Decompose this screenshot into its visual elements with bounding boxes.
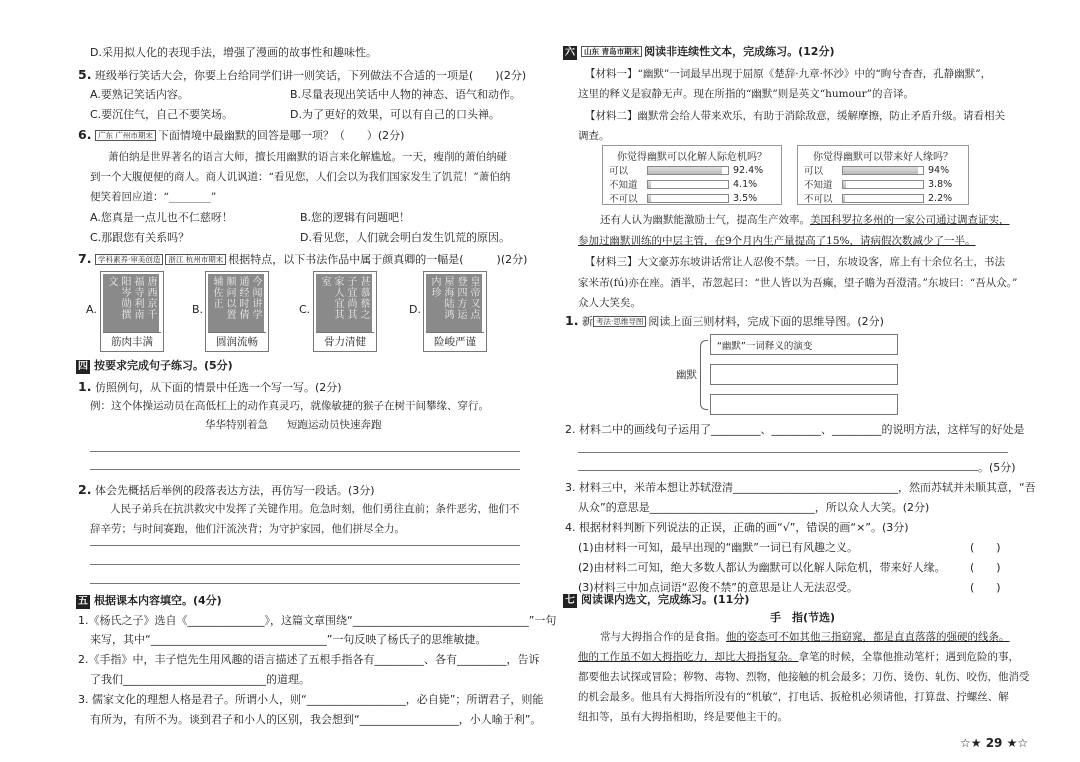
survey-bar xyxy=(842,180,924,189)
answer-paren[interactable]: ( ) xyxy=(970,541,1001,554)
passage-line-3: 都要他去试探或冒险；秽物、毒物、烈物，他接触的机会最多；刀伤、烫伤、轧伤、咬伤，他消受 xyxy=(578,671,1030,683)
s6-q4-item-3: (3)材料三中加点词语“忍俊不禁”的意思是让人无法忍受。 xyxy=(578,581,858,594)
calligraphy-image-c: 甚慕蔡之子宜尚其家人宜其室 xyxy=(316,274,372,332)
material-1-line-1: 【材料一】“幽默”一词最早出现于屈原《楚辞·九章·怀沙》中的“眴兮杳杳，孔静幽默”， xyxy=(585,68,992,80)
q6-b: B.您的逻辑有问题吧！ xyxy=(300,211,411,224)
calligraphy-b xyxy=(205,271,269,352)
section-4-title xyxy=(76,358,233,374)
survey-bar-fill xyxy=(648,167,722,174)
s5-q1-line-1: 1.《杨氏之子》选自《______________》，这篇文章围绕“________________________________”一句 xyxy=(78,614,557,627)
answer-paren[interactable]: ( ) xyxy=(970,581,1001,594)
passage-line-4: 的机会最多。他具有大拇指所没有的“机敏”，打电话、扳枪机必须请他，打算盘、拧螺丝、解 xyxy=(578,691,1009,703)
answer-line[interactable] xyxy=(90,545,520,546)
page-number: ☆★ 29 ★☆ xyxy=(960,736,1029,750)
survey-bar xyxy=(842,194,924,203)
q6-passage-1: 萧伯纳是世界著名的语言大师，擅长用幽默的语言来化解尴尬。一天，瘦削的萧伯纳碰 xyxy=(108,151,507,163)
material-2-paragraph-1 xyxy=(600,212,1010,228)
mindmap-box-2[interactable] xyxy=(710,364,898,385)
underlined-sentence: 他的姿态可不如其他三指窈窕，都是直直落落的强硬的线条。 xyxy=(726,631,1010,643)
survey-label: 不知道 xyxy=(609,180,638,191)
q7-letter-a: A. xyxy=(86,303,97,316)
s6-q3-line-1: 3. 材料三中，米芾本想让苏轼澄清______________________________，然而苏轼并未顺其意，“吾 xyxy=(565,481,1036,494)
q7-letter-d: D. xyxy=(409,303,421,316)
material-2-text: 还有人认为幽默能激励士气，提高生产效率。 xyxy=(600,214,810,226)
survey-value: 92.4% xyxy=(733,164,764,176)
answer-line[interactable] xyxy=(90,564,520,565)
survey-row xyxy=(804,191,962,205)
q7-letter-b: B. xyxy=(192,303,204,316)
s4-q1-choice-2: 短跑运动员快速奔跑 xyxy=(287,419,382,431)
calligraphy-caption-a: 筋肉丰满 xyxy=(103,332,161,349)
s4-q2 xyxy=(78,482,375,499)
survey-1-title: 你觉得幽默可以化解人际危机吗？ xyxy=(617,152,767,163)
survey-row xyxy=(609,177,775,191)
s4-q1-choice-1: 华华特别着急 xyxy=(205,419,268,431)
q6 xyxy=(78,127,404,144)
section-5-title xyxy=(76,593,222,609)
survey-bar xyxy=(647,194,729,203)
answer-line[interactable] xyxy=(578,452,1008,453)
survey-row xyxy=(609,191,775,205)
s4-q2-num: 2. xyxy=(78,482,92,497)
q6-a: A.您真是一点儿也不仁慈呀！ xyxy=(90,211,233,224)
s5-q3-line-1: 3. 儒家文化的理想人格是君子。所谓小人，则“__________________，必自毙”；所谓君子，则能 xyxy=(78,693,544,706)
q5 xyxy=(78,67,526,84)
mindmap-box-1: “幽默”一词释义的演变 xyxy=(710,334,898,355)
section-4-title-text: 按要求完成句子练习。(5分) xyxy=(94,359,233,372)
s6-q1-text: 阅读上面三则材料，完成下面的思维导图。(2分) xyxy=(648,315,884,328)
section-7-title xyxy=(563,592,749,608)
mindmap-brace xyxy=(700,340,708,410)
q5-c: C.要沉住气，自己不要笑场。 xyxy=(90,108,234,121)
survey-label: 可以 xyxy=(609,166,629,177)
answer-line[interactable] xyxy=(578,470,978,471)
s6-q4-item-1: (1)由材料一可知，最早出现的“幽默”一词已有风趣之义。 xyxy=(578,541,858,554)
underlined-sentence-2: 参加过幽默训练的中层主管，在9个月内生产量提高了15%，请病假次数减少了一半。 xyxy=(578,235,976,247)
survey-2-title: 你觉得幽默可以带来好人缘吗？ xyxy=(813,152,953,163)
s4-q2-passage-2: 辞辛劳；与时间赛跑，他们汗流浃背；为守护家园，他们拼尽全力。 xyxy=(90,523,405,535)
s5-q1-line-2: 来写，其中“________________________________”一句反映了杨氏子的思维敏捷。 xyxy=(90,633,487,646)
answer-line[interactable] xyxy=(90,583,520,584)
calligraphy-c xyxy=(313,271,377,352)
s4-q2-passage-1: 人民子弟兵在抗洪救灾中发挥了关键作用。危急时刻，他们勇往直前；条件恶劣，他们不 xyxy=(110,503,520,515)
material-1-line-2: 这里的释义是寂静无声。现在所指的“幽默”则是英文“humour”的音译。 xyxy=(578,88,915,100)
q7-text: 根据特点，以下书法作品中属于颜真卿的一幅是( )(2分) xyxy=(228,253,528,266)
q5-d: D.为了更好的效果，可以有自己的口头禅。 xyxy=(290,108,500,121)
s5-q2-line-1: 2.《手指》中，丰子恺先生用风趣的语言描述了五根手指各有_________、各有_________，告诉 xyxy=(78,653,540,666)
section-6-tag: 山东 青岛市期末 xyxy=(581,46,642,57)
s4-q1-text: 仿照例句，从下面的情景中任选一个写一写。(2分) xyxy=(94,381,342,394)
survey-bar-fill xyxy=(648,181,651,188)
q7-tag-1: 学科素养·审美创造 xyxy=(95,254,163,265)
survey-value: 3.5% xyxy=(733,192,758,204)
q5-a: A.要熟记笑话内容。 xyxy=(90,88,189,101)
mindmap-center: 幽默 xyxy=(676,369,697,381)
s6-q1-num: 1. xyxy=(565,313,579,328)
answer-paren[interactable]: ( ) xyxy=(970,561,1001,574)
q6-tag: 广东 广州市期末 xyxy=(95,130,156,141)
s6-q1-new: 新 xyxy=(581,315,593,328)
answer-line[interactable] xyxy=(90,469,520,470)
survey-bar xyxy=(842,166,924,175)
calligraphy-a xyxy=(100,271,164,352)
s5-q2-line-2: 了我们__________________________的道理。 xyxy=(90,673,310,686)
section-5-mark: 五 xyxy=(78,596,88,607)
calligraphy-d xyxy=(423,271,487,352)
s4-q1 xyxy=(78,379,342,396)
section-7-title-text: 阅读课内选文，完成练习。(11分) xyxy=(581,593,750,606)
s6-q2-score: 。(5分) xyxy=(978,461,1016,474)
s6-q3-line-2: 从众”的意思是______________________________，所以众人大笑。(2分) xyxy=(578,501,930,514)
s4-q1-example: 例：这个体操运动员在高低杠上的动作真灵巧，就像敏捷的猴子在树干间攀缘、穿行。 xyxy=(90,400,489,412)
q5-text: 班级举行笑话大会，你要上台给同学们讲一则笑话，下列做法不合适的一项是( )(2分) xyxy=(94,69,527,82)
passage-heading: 手 指(节选) xyxy=(770,611,836,624)
passage-line-5: 纽扣等，虽有大拇指相助，终是要他主干的。 xyxy=(578,711,788,723)
passage-text: 常与大拇指合作的是食指。 xyxy=(600,631,726,643)
q6-d: D.看见您，人们就会明白发生饥荒的原因。 xyxy=(300,231,510,244)
survey-label: 不可以 xyxy=(804,194,833,205)
calligraphy-image-b: 今闻讲学通经时倩顺问以置辅佐正 xyxy=(208,274,264,332)
q6-c: C.那跟您有关系吗？ xyxy=(90,231,190,244)
survey-label: 不知道 xyxy=(804,180,833,191)
q7 xyxy=(78,251,527,268)
passage-line-2 xyxy=(578,649,1019,665)
survey-bar xyxy=(647,180,729,189)
section-7-mark: 七 xyxy=(565,595,575,606)
survey-row xyxy=(609,163,775,177)
s4-q1-num: 1. xyxy=(78,379,92,394)
section-4-mark: 四 xyxy=(78,361,88,372)
s6-q4-item-2: (2)由材料二可知，绝大多数人都认为幽默可以化解人际危机，带来好人缘。 xyxy=(578,561,946,574)
survey-row xyxy=(804,163,962,177)
calligraphy-caption-d: 险峻严谨 xyxy=(426,332,484,349)
survey-value: 3.8% xyxy=(928,178,953,190)
passage-line-1 xyxy=(600,629,1010,645)
survey-value: 2.2% xyxy=(928,192,953,204)
section-6-mark: 六 xyxy=(565,47,575,58)
q6-passage-2: 到一个大腹便便的商人。商人讥讽道：“看见您，人们会以为我们国家发生了饥荒！”萧伯纳 xyxy=(90,171,511,183)
q5-b: B.尽量表现出笑话中人物的神态、语气和动作。 xyxy=(290,88,522,101)
calligraphy-caption-b: 圆润流畅 xyxy=(208,332,266,349)
q6-passage-3: 便笑着回应道：“________” xyxy=(90,191,217,203)
q7-letter-c: C. xyxy=(299,303,311,316)
survey-2 xyxy=(797,145,969,205)
q6-text: 下面情境中最幽默的回答是哪一项？（ ）(2分) xyxy=(157,129,405,142)
q4-option-d: D.采用拟人化的表现手法，增强了漫画的故事性和趣味性。 xyxy=(90,46,377,59)
s6-q1 xyxy=(565,313,884,330)
survey-bar-fill xyxy=(648,195,651,202)
section-6-title-text: 阅读非连续性文本，完成练习。(12分) xyxy=(644,45,835,58)
calligraphy-image-d: 皇帝又点登四方运屋海陆鸿内珍 xyxy=(426,274,482,332)
survey-1 xyxy=(602,145,782,205)
section-6-title xyxy=(563,44,835,60)
q5-num: 5. xyxy=(78,67,92,82)
section-5-title-text: 根据课本内容填空。(4分) xyxy=(94,594,222,607)
underlined-sentence: 他的工作虽不如大拇指吃力，却比大拇指复杂。 xyxy=(578,651,799,663)
survey-label: 可以 xyxy=(804,166,824,177)
passage-text: 拿笔的时候，全靠他推动笔杆；遇到危险的事， xyxy=(798,651,1019,663)
s6-q2: 2. 材料二中的画线句子运用了_________、_________、_________的说明方法，这样写的好处是 xyxy=(565,423,1025,436)
survey-bar-fill xyxy=(843,181,846,188)
material-3-line-2: 家米芾(fú)亦在座。酒半，芾忽起曰：“世人皆以为吾癫，望子瞻为吾澄清。”东坡曰：“吾从众。” xyxy=(578,277,1018,289)
survey-row xyxy=(804,177,962,191)
survey-bar xyxy=(647,166,729,175)
calligraphy-image-a: 唐西京千福寺利南阳岑勋撰文 xyxy=(103,274,159,332)
q7-tag-2: 浙江 杭州市期末 xyxy=(165,254,226,265)
s6-q4: 4. 根据材料判断下列说法的正误，正确的画“√”，错误的画“×”。(3分) xyxy=(565,521,909,534)
material-2-line-2: 调查。 xyxy=(578,130,610,142)
answer-line[interactable] xyxy=(90,451,520,452)
q6-num: 6. xyxy=(78,127,92,142)
s6-q1-tag: 考法·思维导图 xyxy=(593,316,646,327)
mindmap-box-3[interactable] xyxy=(710,394,898,415)
q7-num: 7. xyxy=(78,251,92,266)
survey-value: 94% xyxy=(928,164,950,176)
survey-value: 4.1% xyxy=(733,178,758,190)
survey-bar-fill xyxy=(843,195,845,202)
material-3-line-3: 众人大笑矣。 xyxy=(578,297,641,309)
s4-q2-text: 体会先概括后举例的段落表达方法，再仿写一段话。(3分) xyxy=(94,484,375,497)
calligraphy-caption-c: 骨力清健 xyxy=(316,332,374,349)
underlined-sentence: 美国科罗拉多州的一家公司通过调查证实， xyxy=(810,214,1010,226)
material-2-line-1: 【材料二】幽默常会给人带来欢乐，有助于消除敌意，缓解摩擦，防止矛盾升级。请看相关 xyxy=(585,110,1005,122)
material-3-line-1: 【材料三】大文豪苏东坡讲话常让人忍俊不禁。一日，东坡设客，席上有十余位名士，书法 xyxy=(585,256,1005,268)
survey-label: 不可以 xyxy=(609,194,638,205)
survey-bar-fill xyxy=(843,167,918,174)
s5-q3-line-2: 有所为，有所不为。谈到君子和小人的区别，我会想到“__________________，小人喻于利”。 xyxy=(90,713,542,726)
